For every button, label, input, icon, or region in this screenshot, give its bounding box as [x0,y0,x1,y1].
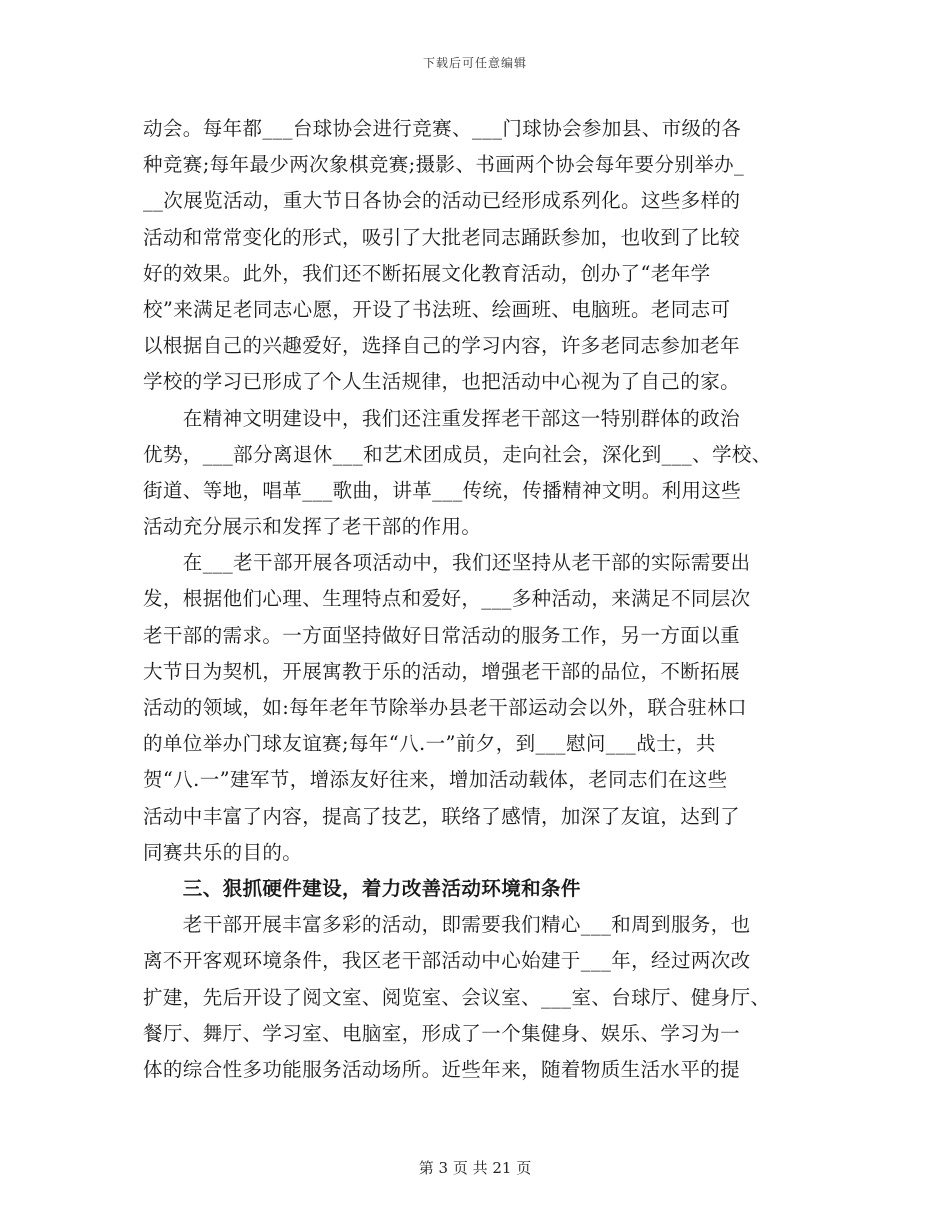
text-line: 活动和常常变化的形式，吸引了大批老同志踊跃参加，也收到了比较 [143,225,741,249]
text-line: 活动中丰富了内容，提高了技艺，联络了感情，加深了友谊，达到了 [143,804,741,828]
text-line: 活动的领域，如:每年老年节除举办县老干部运动会以外，联合驻林口 [143,696,747,719]
text-line: 扩建，先后开设了阅文室、阅览室、会议室、___室、台球厅、健身厅、 [143,985,771,1009]
text-line: 体的综合性多功能服务活动场所。近些年来，随着物质生活水平的提 [143,1057,741,1081]
text-line: 学校的学习已形成了个人生活规律，也把活动中心视为了自己的家。 [143,370,741,394]
text-line: 以根据自己的兴趣爱好，选择自己的学习内容，许多老同志参加老年 [143,334,741,358]
text-line: 好的效果。此外，我们还不断拓展文化教育活动，创办了“老年学 [143,261,711,285]
section-heading: 三、狠抓硬件建设，着力改善活动环境和条件 [143,876,581,900]
page-number: 第 3 页 共 21 页 [418,1159,532,1177]
text-line: 老干部的需求。一方面坚持做好日常活动的服务工作，另一方面以重 [143,623,741,647]
text-line: 活动充分展示和发挥了老干部的作用。 [143,515,482,539]
text-line: 离不开客观环境条件，我区老干部活动中心始建于___年，经过两次改 [143,949,751,973]
page-header: 下载后可任意编辑 [422,56,527,70]
text-line: 贺“八.一”建军节，增添友好往来，增加活动载体，老同志们在这些 [143,768,728,792]
text-line: 种竞赛;每年最少两次象棋竞赛;摄影、书画两个协会每年要分别举办_ [143,153,745,177]
text-line: 老干部开展丰富多彩的活动，即需要我们精心___和周到服务，也 [143,913,751,937]
text-line: 优势，___部分离退休___和艺术团成员，走向社会，深化到___、学校、 [143,442,772,466]
text-line: 在精神文明建设中，我们还注重发挥老干部这一特别群体的政治 [143,406,741,430]
text-line: 同赛共乐的目的。 [143,840,303,864]
text-line: 动会。每年都___台球协会进行竞赛、___门球协会参加县、市级的各 [143,117,742,140]
text-line: 的单位举办门球友谊赛;每年“八.一”前夕，到___慰问___战士，共 [143,732,716,756]
text-line: 大节日为契机，开展寓教于乐的活动，增强老干部的品位，不断拓展 [143,659,741,683]
text-line: 发，根据他们心理、生理特点和爱好，___多种活动，来满足不同层次 [143,587,751,611]
text-line: 在___老干部开展各项活动中，我们还坚持从老干部的实际需要出 [143,551,751,575]
document-body [143,111,823,1088]
text-line: 街道、等地，唱革___歌曲，讲革___传统，传播精神文明。利用这些 [143,478,742,502]
text-line: 校”来满足老同志心愿，开设了书法班、绘画班、电脑班。老同志可 [143,297,731,321]
text-line: 餐厅、舞厅、学习室、电脑室，形成了一个集健身、娱乐、学习为一 [143,1021,741,1045]
text-line: __次展览活动，重大节日各协会的活动已经形成系列化。这些多样的 [143,189,741,213]
